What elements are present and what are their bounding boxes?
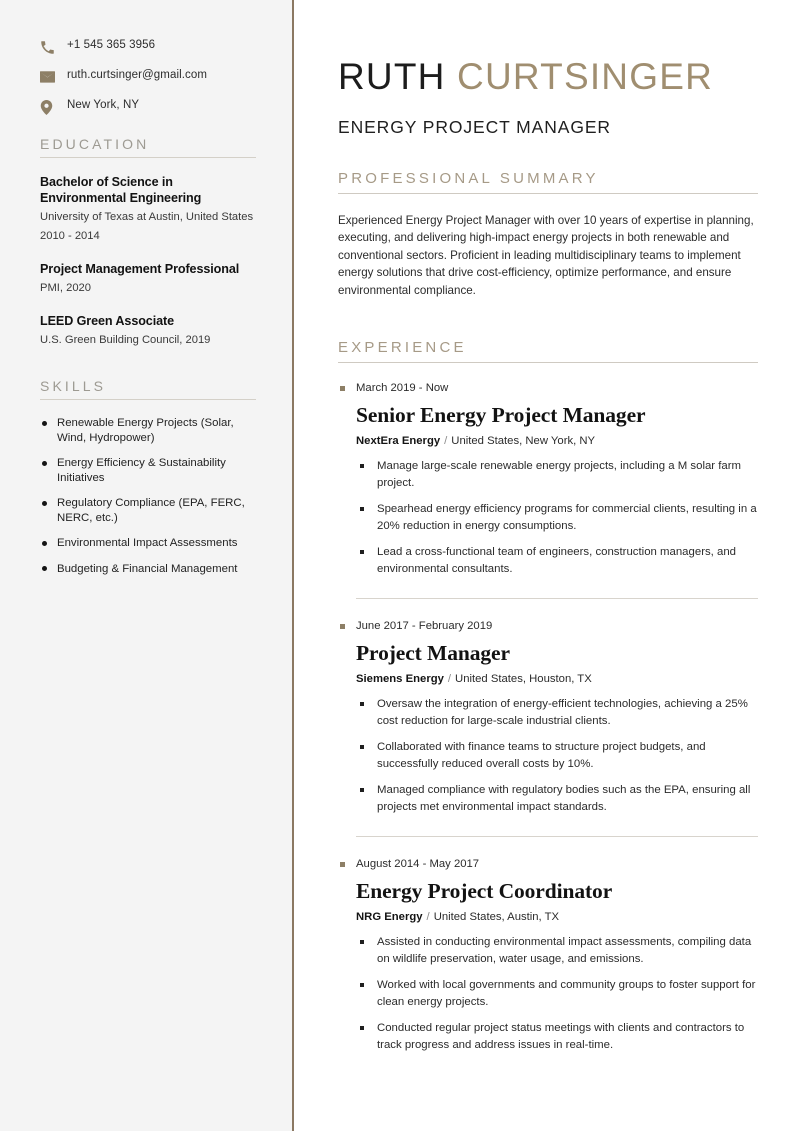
education-school: University of Texas at Austin, United States xyxy=(40,211,254,223)
experience-bullet-text: Assisted in conducting environmental impact assessments, compiling data on wildlife preservation, water usage, and emissions. xyxy=(377,936,752,965)
separator-glyph: / xyxy=(444,435,448,448)
location-pin-icon xyxy=(40,99,58,115)
education-degree: Bachelor of Science in Environmental Engineering xyxy=(40,175,202,205)
skill-label: Regulatory Compliance (EPA, FERC, NERC, etc.) xyxy=(57,497,245,524)
experience-bullet-text: Collaborated with finance teams to structure project budgets, and successfully reduced overall costs by 10%. xyxy=(377,741,706,770)
experience-date xyxy=(338,381,758,396)
contact-email-value: ruth.curtsinger@gmail.com xyxy=(67,69,208,81)
square-bullet-icon xyxy=(340,624,345,629)
skill-label: Energy Efficiency & Sustainability Initiatives xyxy=(57,457,226,484)
skills-divider xyxy=(40,399,256,400)
experience-bullet-text: Manage large-scale renewable energy projects, including a M solar farm project. xyxy=(377,460,742,489)
experience-role: Energy Project Coordinator xyxy=(356,879,613,904)
professional-summary-section xyxy=(338,170,758,300)
professional-summary-divider xyxy=(338,193,758,194)
experience-date-text: March 2019 - Now xyxy=(356,382,449,395)
education-heading: EDUCATION xyxy=(40,136,150,152)
experience-date xyxy=(338,619,758,634)
education-degree: LEED Green Associate xyxy=(40,314,175,328)
experience-company-line xyxy=(356,434,758,449)
skills-section xyxy=(40,378,256,576)
professional-summary-heading: PROFESSIONAL SUMMARY xyxy=(338,169,599,187)
separator-glyph: / xyxy=(426,911,430,924)
bullet-icon xyxy=(42,541,47,546)
experience-entry xyxy=(338,619,758,815)
skill-label: Environmental Impact Assessments xyxy=(57,537,238,549)
experience-bullet-text: Worked with local governments and community groups to foster support for clean energy projects. xyxy=(377,979,756,1008)
skill-item xyxy=(40,536,256,551)
education-divider xyxy=(40,157,256,158)
experience-bullet xyxy=(356,458,758,491)
bullet-icon xyxy=(360,940,364,944)
square-bullet-icon xyxy=(340,862,345,867)
skills-heading: SKILLS xyxy=(40,378,107,394)
experience-bullets xyxy=(356,696,758,815)
bullet-icon xyxy=(360,507,364,511)
job-title: ENERGY PROJECT MANAGER xyxy=(338,116,611,137)
education-item xyxy=(40,261,256,296)
education-degree: Project Management Professional xyxy=(40,262,240,276)
experience-bullet-text: Spearhead energy efficiency programs for commercial clients, resulting in a 20% reduction in energy consumptions. xyxy=(377,503,757,532)
last-name: CURTSINGER xyxy=(457,56,713,97)
experience-bullet xyxy=(356,1020,758,1053)
bullet-icon xyxy=(360,745,364,749)
contact-phone xyxy=(40,38,256,54)
experience-bullet xyxy=(356,934,758,967)
experience-role: Project Manager xyxy=(356,641,510,666)
bullet-icon xyxy=(360,702,364,706)
skill-item xyxy=(40,456,256,485)
experience-location: United States, Houston, TX xyxy=(455,673,592,686)
square-bullet-icon xyxy=(340,386,345,391)
experience-bullet-text: Oversaw the integration of energy-efficient technologies, achieving a 25% cost reduction for large-scale industrial clients. xyxy=(377,698,748,727)
envelope-icon xyxy=(40,69,58,85)
experience-bullets xyxy=(356,458,758,577)
experience-entry xyxy=(338,381,758,577)
skill-label: Renewable Energy Projects (Solar, Wind, Hydropower) xyxy=(57,417,234,444)
bullet-icon xyxy=(42,501,47,506)
experience-role: Senior Energy Project Manager xyxy=(356,403,646,428)
skill-label: Budgeting & Financial Management xyxy=(57,562,238,575)
experience-heading: EXPERIENCE xyxy=(338,339,467,357)
experience-company: NextEra Energy xyxy=(356,435,441,448)
bullet-icon xyxy=(360,1026,364,1030)
experience-divider xyxy=(338,362,758,363)
phone-icon xyxy=(40,39,58,55)
education-section xyxy=(40,136,256,348)
experience-location: United States, Austin, TX xyxy=(433,911,560,924)
bullet-icon xyxy=(42,421,47,426)
experience-bullets xyxy=(356,934,758,1053)
education-school: PMI, 2020 xyxy=(40,282,91,294)
contact-list xyxy=(40,38,256,114)
experience-bullet xyxy=(356,782,758,815)
contact-email xyxy=(40,68,256,84)
experience-company: Siemens Energy xyxy=(356,673,444,686)
education-dates: 2010 - 2014 xyxy=(40,230,100,242)
experience-entry xyxy=(338,857,758,1053)
skill-item xyxy=(40,496,256,525)
experience-entry-separator xyxy=(356,598,758,599)
experience-company-line xyxy=(356,672,758,687)
experience-location: United States, New York, NY xyxy=(451,435,596,448)
experience-date-text: June 2017 - February 2019 xyxy=(356,620,493,633)
skills-list xyxy=(40,416,256,576)
experience-section xyxy=(338,339,758,1053)
experience-bullet xyxy=(356,696,758,729)
experience-date xyxy=(338,857,758,872)
bullet-icon xyxy=(42,566,47,571)
education-item xyxy=(40,174,256,244)
experience-company-line xyxy=(356,910,758,925)
experience-bullet-text: Conducted regular project status meetings with clients and contractors to track progress and address issues in real-time. xyxy=(377,1022,745,1051)
bullet-icon xyxy=(360,983,364,987)
professional-summary-text: Experienced Energy Project Manager with over 10 years of expertise in planning, executing, and delivering high-impact energy projects in both renewable and conventional sectors. Proficient in leading multidisciplinary teams to implement energy solutions that drive cost-efficiency, optimize performance, and ensure environmental compliance. xyxy=(338,213,754,297)
experience-bullet-text: Lead a cross-functional team of engineers, construction managers, and environmental consultants. xyxy=(377,546,737,575)
experience-bullet xyxy=(356,739,758,772)
contact-location-value: New York, NY xyxy=(67,99,140,111)
experience-entry-separator xyxy=(356,836,758,837)
bullet-icon xyxy=(360,550,364,554)
education-school: U.S. Green Building Council, 2019 xyxy=(40,334,211,346)
experience-bullet xyxy=(356,544,758,577)
sidebar xyxy=(0,0,294,1131)
experience-bullet-text: Managed compliance with regulatory bodies such as the EPA, ensuring all projects met environmental impact standards. xyxy=(377,784,751,813)
main-column xyxy=(294,0,800,1131)
experience-date-text: August 2014 - May 2017 xyxy=(356,858,480,871)
bullet-icon xyxy=(42,461,47,466)
contact-location xyxy=(40,98,256,114)
experience-bullet xyxy=(356,977,758,1010)
skill-item xyxy=(40,562,256,577)
bullet-icon xyxy=(360,464,364,468)
contact-phone-value: +1 545 365 3956 xyxy=(67,39,156,51)
bullet-icon xyxy=(360,788,364,792)
first-name: RUTH xyxy=(338,56,446,97)
separator-glyph: / xyxy=(447,673,452,686)
page-title xyxy=(338,58,758,97)
experience-bullet xyxy=(356,501,758,534)
skill-item xyxy=(40,416,256,445)
experience-company: NRG Energy xyxy=(356,911,423,924)
education-item xyxy=(40,313,256,348)
